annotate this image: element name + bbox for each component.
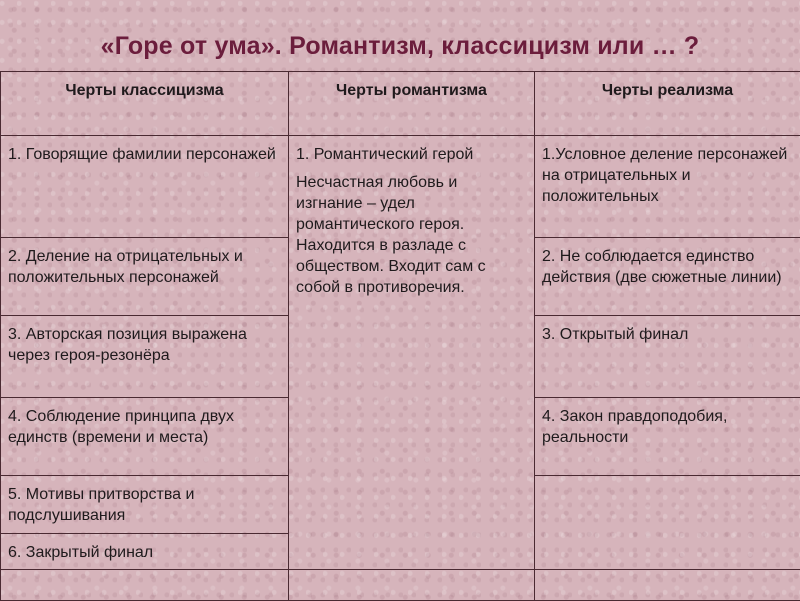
romanticism-line: 1. Романтический герой	[296, 144, 527, 165]
header-classicism: Черты классицизма	[1, 72, 289, 136]
realism-cell: 3. Открытый финал	[535, 316, 800, 398]
header-romanticism: Черты романтизма	[289, 72, 535, 136]
realism-cell: 2. Не соблюдается единство действия (две сюжетные линии)	[535, 238, 800, 316]
classicism-cell: 5. Мотивы притворства и подслушивания	[1, 476, 289, 534]
realism-cell: 1.Условное деление персонажей на отрицательных и положительных	[535, 136, 800, 238]
realism-cell	[535, 570, 800, 601]
table-row	[1, 570, 800, 601]
romanticism-cell	[289, 570, 535, 601]
classicism-cell: 6. Закрытый финал	[1, 534, 289, 570]
header-row	[1, 72, 800, 136]
classicism-cell: 4. Соблюдение принципа двух единств (времени и места)	[1, 398, 289, 476]
romanticism-text: Несчастная любовь и изгнание – удел романтического героя. Находится в разладе с обществом. Входит сам с собой в противоречия.	[296, 172, 527, 298]
realism-cell	[535, 476, 800, 570]
classicism-cell: 2. Деление на отрицательных и положительных персонажей	[1, 238, 289, 316]
comparison-table	[0, 71, 800, 601]
table-row	[1, 136, 800, 238]
classicism-cell: 3. Авторская позиция выражена через героя-резонёра	[1, 316, 289, 398]
header-realism: Черты реализма	[535, 72, 800, 136]
classicism-cell: 1. Говорящие фамилии персонажей	[1, 136, 289, 238]
classicism-cell	[1, 570, 289, 601]
romanticism-cell	[289, 136, 535, 570]
realism-cell: 4. Закон правдоподобия, реальности	[535, 398, 800, 476]
slide-title: «Горе от ума». Романтизм, классицизм или … ?	[0, 32, 800, 61]
